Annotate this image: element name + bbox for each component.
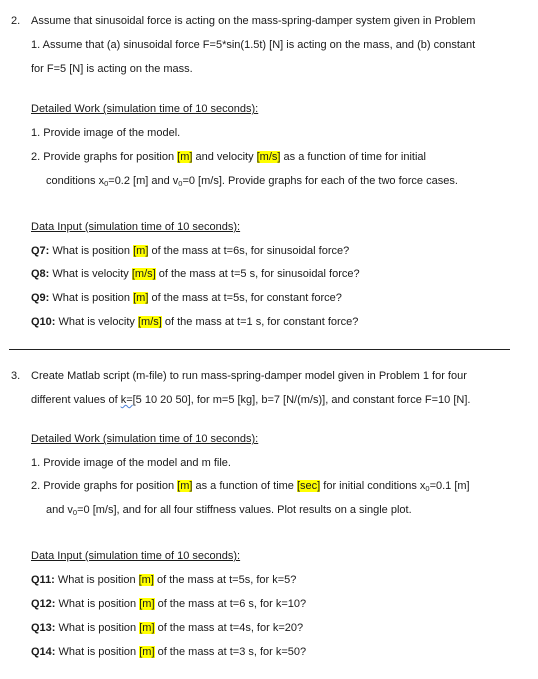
question-label: Q14: — [31, 646, 56, 658]
text-fragment: What is position — [55, 622, 140, 634]
question-q7 — [31, 244, 349, 258]
question-label: Q12: — [31, 598, 56, 610]
question-label: Q10: — [31, 316, 56, 328]
text-fragment: of the mass at t=5s, for k=5? — [153, 574, 297, 586]
question-label: Q8: — [31, 268, 50, 280]
question-q10 — [31, 315, 358, 329]
spellcheck-underline: k= — [120, 394, 133, 406]
unit-highlight: [m/s] — [131, 268, 156, 280]
question-q12 — [31, 597, 306, 611]
problem-2-number: 2. — [11, 15, 21, 27]
problem-2-work-item-2-continued — [46, 174, 458, 191]
problem-3-detailed-work-heading: Detailed Work (simulation time of 10 seconds): — [31, 433, 259, 445]
text-fragment: What is position — [54, 574, 139, 586]
text-fragment: of the mass at t=6 s, for k=10? — [154, 598, 307, 610]
text-fragment: What is velocity — [55, 316, 138, 328]
question-q9 — [31, 291, 342, 305]
unit-highlight: [m] — [139, 622, 155, 634]
unit-highlight: [m/s] — [256, 151, 281, 163]
problem-3-intro-line-2 — [31, 393, 470, 407]
problem-2-work-item-2 — [31, 150, 426, 164]
text-fragment: 2. Provide graphs for position — [31, 480, 178, 492]
text-fragment: What is velocity — [49, 268, 132, 280]
text-fragment: and v — [46, 504, 73, 516]
text-fragment: as a function of time — [192, 480, 297, 492]
text-fragment: =0.1 [m] — [429, 480, 470, 492]
unit-highlight: [m] — [177, 480, 193, 492]
text-fragment: =0 [m/s]. Provide graphs for each of the two force cases. — [182, 175, 458, 187]
problem-3-work-item-2 — [31, 479, 470, 496]
problem-3-data-input-heading: Data Input (simulation time of 10 seconds): — [31, 550, 241, 562]
text-fragment: and velocity — [192, 151, 257, 163]
text-fragment: of the mass at t=1 s, for constant force? — [161, 316, 359, 328]
unit-highlight: [m] — [133, 245, 149, 257]
question-q13 — [31, 621, 303, 635]
question-label: Q7: — [31, 245, 50, 257]
question-q11 — [31, 573, 296, 587]
text-fragment: of the mass at t=5s, for constant force? — [148, 292, 342, 304]
text-fragment: What is position — [49, 245, 134, 257]
text-fragment: 2. Provide graphs for position — [31, 151, 178, 163]
text-fragment: =0.2 [m] and v — [108, 175, 179, 187]
unit-highlight: [m] — [139, 598, 155, 610]
text-fragment: [5 10 20 50], for m=5 [kg], b=7 [N/(m/s)], and constant force F=10 [N]. — [132, 394, 471, 406]
problem-3-number: 3. — [11, 370, 21, 382]
problem-2-detailed-work-heading: Detailed Work (simulation time of 10 seconds): — [31, 103, 259, 115]
problem-2-intro-line-2: 1. Assume that (a) sinusoidal force F=5*sin(1.5t) [N] is acting on the mass, and (b) constant — [31, 39, 476, 51]
problem-2-work-item-1: 1. Provide image of the model. — [31, 127, 181, 139]
problem-2-intro-line-3: for F=5 [N] is acting on the mass. — [31, 63, 193, 75]
question-q8 — [31, 267, 360, 281]
unit-highlight: [sec] — [296, 480, 321, 492]
text-fragment: conditions x — [46, 175, 105, 187]
text-fragment: as a function of time for initial — [280, 151, 426, 163]
text-fragment: =0 [m/s], and for all four stiffness values. Plot results on a single plot. — [77, 504, 412, 516]
text-fragment: of the mass at t=5 s, for sinusoidal force? — [155, 268, 360, 280]
text-fragment: What is position — [55, 598, 140, 610]
section-divider — [9, 349, 510, 350]
text-fragment: different values of — [31, 394, 121, 406]
unit-highlight: [m] — [138, 574, 154, 586]
subscript: 0 — [425, 484, 430, 493]
text-fragment: of the mass at t=3 s, for k=50? — [154, 646, 307, 658]
question-label: Q11: — [31, 574, 55, 586]
unit-highlight: [m] — [177, 151, 193, 163]
subscript: 0 — [104, 179, 109, 188]
text-fragment: of the mass at t=4s, for k=20? — [154, 622, 304, 634]
problem-3-work-item-2-continued — [46, 503, 412, 520]
text-fragment: for initial conditions x — [320, 480, 426, 492]
unit-highlight: [m] — [133, 292, 149, 304]
question-q14 — [31, 645, 306, 659]
problem-2-intro-line-1: Assume that sinusoidal force is acting on the mass-spring-damper system given in Problem — [31, 15, 476, 27]
question-label: Q9: — [31, 292, 50, 304]
unit-highlight: [m/s] — [138, 316, 162, 328]
problem-3-intro-line-1: Create Matlab script (m-file) to run mass-spring-damper model given in Problem 1 for four — [31, 370, 467, 382]
unit-highlight: [m] — [139, 646, 155, 658]
subscript: 0 — [72, 508, 78, 517]
text-fragment: What is position — [49, 292, 134, 304]
text-fragment: What is position — [55, 646, 140, 658]
question-label: Q13: — [31, 622, 56, 634]
problem-3-work-item-1: 1. Provide image of the model and m file. — [31, 457, 231, 469]
problem-2-data-input-heading: Data Input (simulation time of 10 seconds): — [31, 221, 241, 233]
text-fragment: of the mass at t=6s, for sinusoidal force? — [148, 245, 350, 257]
subscript: 0 — [178, 179, 183, 188]
